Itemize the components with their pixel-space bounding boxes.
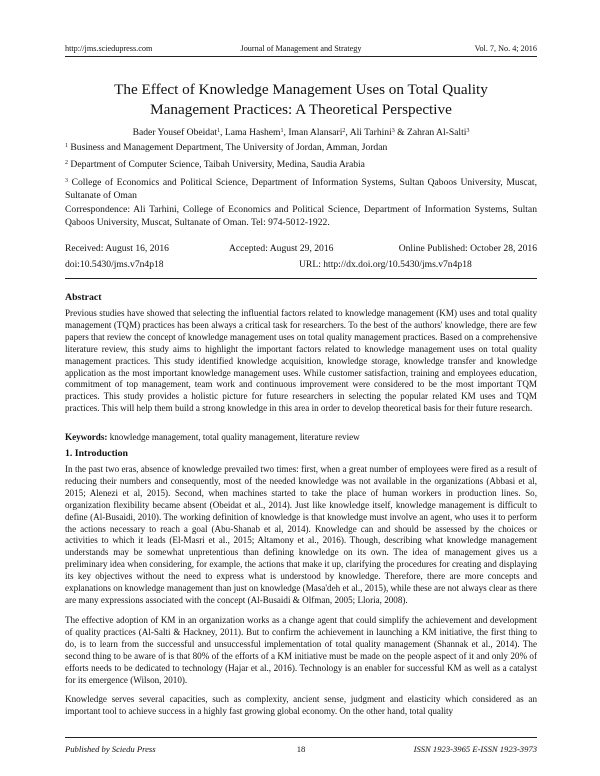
journal-name: Journal of Management and Strategy bbox=[240, 44, 362, 53]
issn: ISSN 1923-3965 E-ISSN 1923-3973 bbox=[413, 744, 537, 754]
affiliation-1: $^1$ Business and Management Department, The University of Jordan, Amman, Jordan bbox=[65, 142, 388, 153]
paragraph-3: Knowledge serves several capacities, such as complexity, ancient sense, judgment and elasticity which considered as an important tool to achieve success in a highly fast growing global economy. On the other hand, total quality bbox=[65, 694, 537, 716]
author-2: Lama Hashem$^1$, bbox=[224, 127, 289, 138]
meta-rule bbox=[65, 278, 537, 279]
author-3: Iman Alansari$^2$, bbox=[288, 127, 350, 138]
author-5: Zahran Al-Salti$^3$ bbox=[407, 127, 470, 138]
keywords-list: knowledge management, total quality management, literature review bbox=[107, 432, 360, 442]
section-heading-introduction: 1. Introduction bbox=[65, 448, 128, 459]
author-list bbox=[65, 127, 537, 138]
received-date: Received: August 16, 2016 bbox=[65, 243, 169, 254]
author-1: Bader Yousef Obeidat$^1$, bbox=[132, 127, 225, 138]
volume-info: Vol. 7, No. 4; 2016 bbox=[474, 44, 537, 53]
abstract-text: Previous studies have showed that selecting the influential factors related to knowledge management (KM) uses and total quality management (TQM) practices has been always a critical task for researchers. To the best of the authors' knowledge, there are few papers that review the concept of knowledge management uses on total quality management practices. Based on a comprehensive literature review, this study aims to highlight the important factors related to knowledge management uses on total quality management practices. This study identified knowledge acquisition, knowledge storage, knowledge transfer and knowledge application as the most important knowledge management uses. While customer satisfaction, training and employees education, commitment of top management, team work and continuous improvement were considered to be the most important TQM practices. This study provides a holistic picture for future researchers in selecting the popular related KM uses and TQM practices. This will help them build a strong knowledge in this area in order to develop theoretical basis for their future research. bbox=[65, 308, 537, 414]
affiliation-2: $^2$ Department of Computer Science, Taibah University, Medina, Saudia Arabia bbox=[65, 159, 365, 170]
paragraph-2: The effective adoption of KM in an organization works as a change agent that could simplify the achievement and development of quality practices (Al-Salti & Hackney, 2011). But to confirm the achievement in launching a KM initiative, the first thing to do, is to learn from the successful and unsuccessful implementation of total quality management (Shannak et al., 2014). The second thing to be aware of is that 80% of the efforts of a KM initiative must be made on the people aspect of it and only 20% of efforts needs to be dedicated to technology (Hajar et al., 2016). Technology is an enabler for successful KM as well as a catalyst for its emergence (Wilson, 2010). bbox=[65, 615, 537, 685]
journal-url[interactable]: http://jms.sciedupress.com bbox=[65, 44, 153, 53]
footer-rule bbox=[65, 737, 537, 738]
abstract-heading: Abstract bbox=[65, 292, 102, 303]
page-number: 18 bbox=[296, 744, 306, 754]
doi[interactable]: doi:10.5430/jms.v7n4p18 bbox=[65, 259, 164, 270]
correspondence: Correspondence: Ali Tarhini, College of Economics and Political Science, Department of Information Systems, Sultan Qaboos University, Muscat, Sultanate of Oman. Tel: 974-5012-1922. bbox=[65, 204, 537, 228]
title-line-1: The Effect of Knowledge Management Uses on Total Quality bbox=[114, 81, 488, 98]
paper-title bbox=[65, 80, 537, 119]
article-url[interactable]: URL: http://dx.doi.org/10.5430/jms.v7n4p18 bbox=[299, 259, 472, 270]
keywords-label: Keywords: bbox=[65, 432, 108, 442]
accepted-date: Accepted: August 29, 2016 bbox=[229, 243, 334, 254]
affiliation-3: $^3$ College of Economics and Political Science, Department of Information Systems, Sultan Qaboos University, Muscat, Sultanate of Oman bbox=[65, 177, 537, 201]
keywords bbox=[65, 432, 537, 442]
header-rule bbox=[65, 56, 537, 57]
title-line-2: Management Practices: A Theoretical Perspective bbox=[150, 100, 452, 118]
author-4: Ali Tarhini$^3$ & bbox=[349, 127, 408, 138]
paragraph-1: In the past two eras, absence of knowledge prevailed two times: first, when a great number of employees were fired as a result of reducing their numbers and consequently, most of the needed knowledge was not available in the organizations (Abbasi et al, 2015; Alenezi et al, 2015). Second, when machines started to take the place of human workers in production lines. So, organization flexibility became absent (Obeidat et al., 2014). Just like knowledge itself, knowledge management is difficult to define (Al-Busaidi, 2010). The working definition of knowledge is that knowledge must involve an agent, who uses it to perform the actions necessary to reach a goal (Abu-Shanab et al, 2014). Knowledge can and should be assessed by the choices or activities to which it leads (El-Masri et al., 2015; Altamony et al., 2016). Though, describing what knowledge management understands may be somewhat unpretentious than defining knowledge on its own. The idea of management gives us a preliminary idea when considering, for example, the actions that make it up, clarifying the procedures for creating and displaying its key objectives without the need to express what is understood by knowledge. Therefore, there are more concepts and explanations on knowledge management than just on knowledge (Masa'deh et al., 2015), while these are not always clear as there are many expressions associated with the concept (Al-Busaidi & Olfman, 2005; Lloria, 2008). bbox=[65, 464, 537, 605]
publisher: Published by Sciedu Press bbox=[65, 744, 156, 754]
published-date: Online Published: October 28, 2016 bbox=[398, 243, 537, 254]
